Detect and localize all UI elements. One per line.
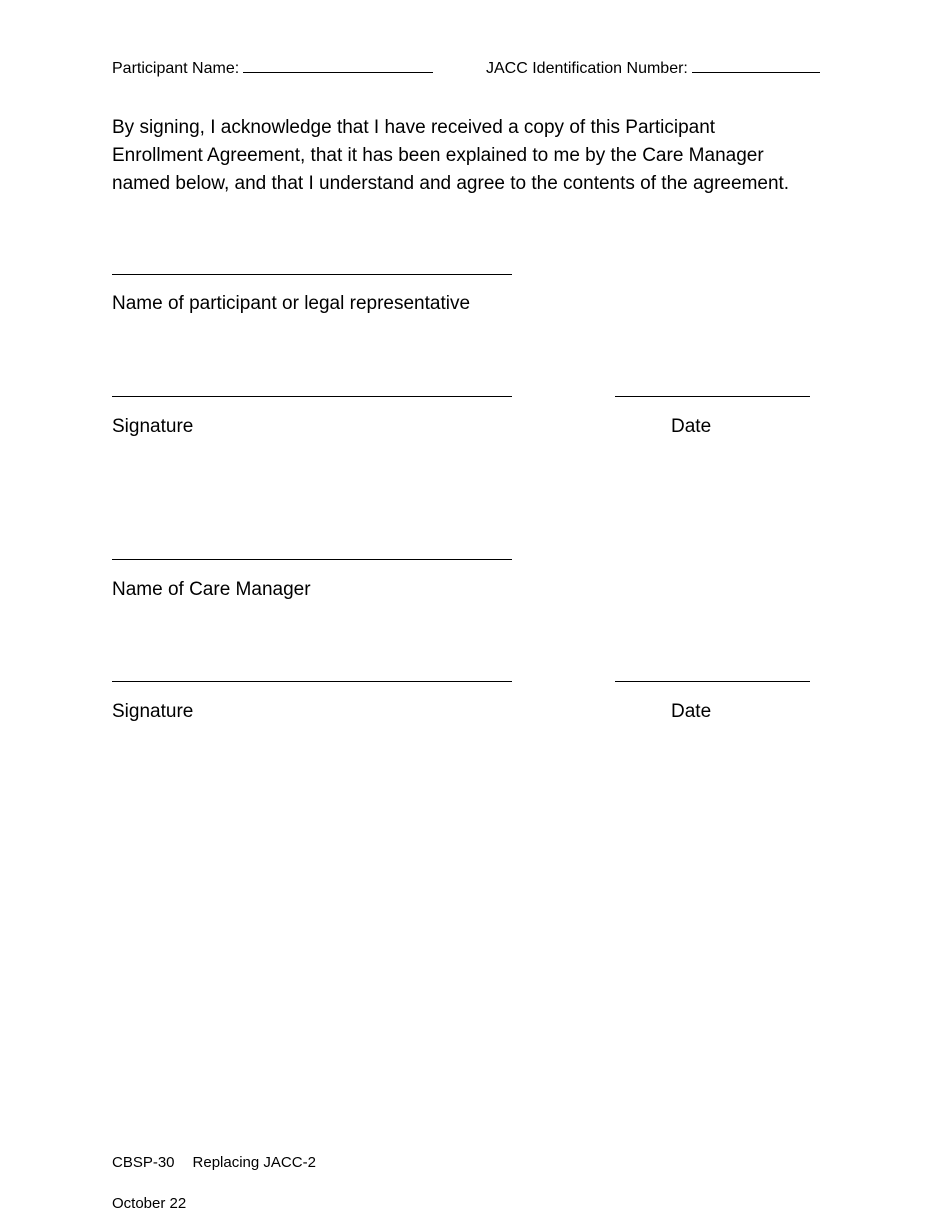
participant-name-blank[interactable] <box>243 58 433 73</box>
participant-name-header <box>112 58 433 78</box>
care-manager-signature-line[interactable] <box>112 681 512 682</box>
acknowledgement-line-1: By signing, I acknowledge that I have received a copy of this Participant <box>112 117 716 138</box>
participant-name-label-below: Name of participant or legal representative <box>112 293 471 314</box>
participant-date-label: Date <box>671 416 712 437</box>
acknowledgement-line-3: named below, and that I understand and agree to the contents of the agreement. <box>112 173 790 194</box>
participant-date-line[interactable] <box>615 396 810 397</box>
care-manager-name-label: Name of Care Manager <box>112 579 311 600</box>
care-manager-signature-label: Signature <box>112 701 194 722</box>
footer-form-code <box>112 1154 316 1171</box>
acknowledgement-paragraph <box>112 114 789 198</box>
care-manager-name-line[interactable] <box>112 559 512 560</box>
participant-signature-label: Signature <box>112 416 194 437</box>
participant-name-signature-line[interactable] <box>112 274 512 275</box>
jacc-id-label: JACC Identification Number: <box>486 60 688 77</box>
care-manager-date-line[interactable] <box>615 681 810 682</box>
participant-name-label: Participant Name: <box>112 60 240 77</box>
jacc-id-blank[interactable] <box>692 58 820 73</box>
footer-date: October 22 <box>112 1195 187 1212</box>
replacing-text: Replacing JACC-2 <box>192 1154 316 1171</box>
acknowledgement-line-2: Enrollment Agreement, that it has been explained to me by the Care Manager <box>112 145 764 166</box>
participant-signature-line[interactable] <box>112 396 512 397</box>
jacc-id-header <box>486 58 820 78</box>
care-manager-date-label: Date <box>671 701 712 722</box>
form-code: CBSP-30 <box>112 1154 175 1171</box>
